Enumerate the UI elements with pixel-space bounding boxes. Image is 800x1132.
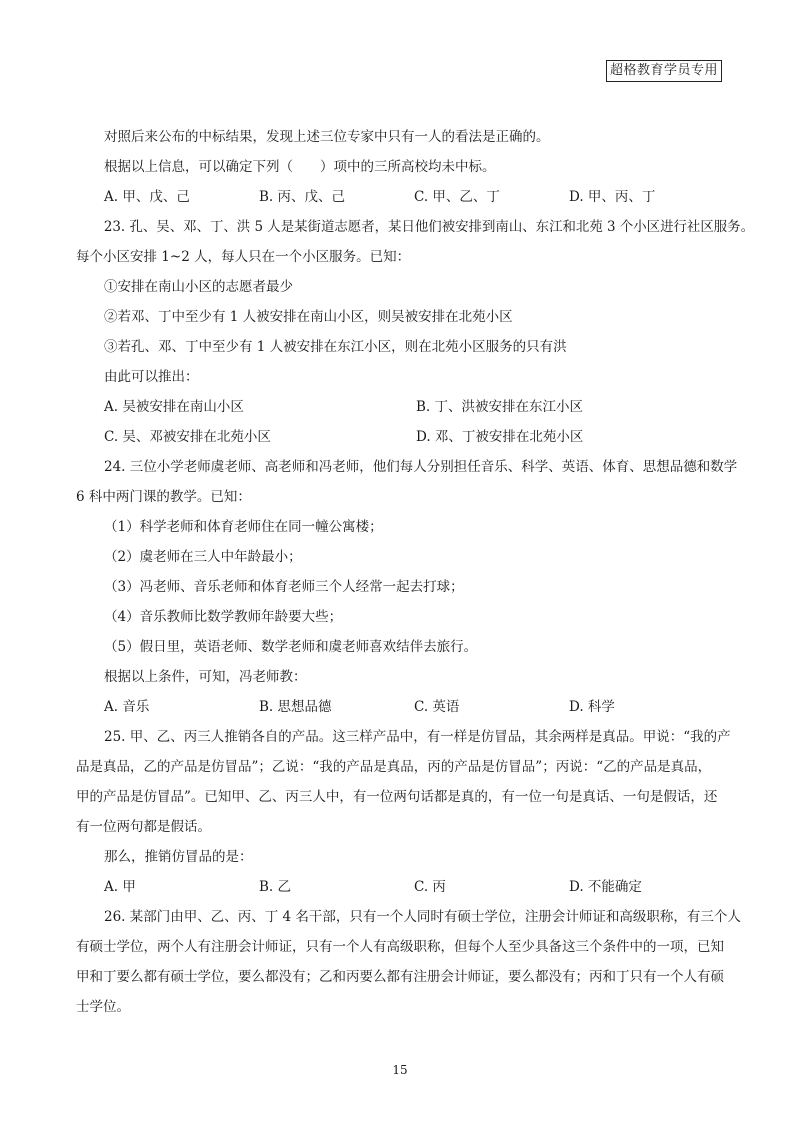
q23-option-b: B. 丁、洪被安排在东江小区: [416, 399, 584, 415]
q24-option-a: A. 音乐: [104, 699, 150, 715]
q22-option-a: A. 甲、戊、己: [104, 189, 190, 205]
q25-prompt: 那么，推销仿冒品的是：: [104, 849, 253, 865]
q24-option-c: C. 英语: [414, 699, 460, 715]
q24-condition-4: （4）音乐教师比数学教师年龄要大些；: [104, 609, 343, 625]
q23-prompt: 由此可以推出：: [104, 369, 199, 385]
q24-condition-3: （3）冯老师、音乐老师和体育老师三个人经常一起去打球；: [104, 579, 464, 595]
q24-line-2: 6 科中两门课的教学。已知：: [76, 489, 251, 505]
q25-line-2: 品是真品，乙的产品是仿冒品”；乙说：“我的产品是真品，丙的产品是仿冒品”；丙说：“乙的产品是真品，: [76, 759, 712, 775]
q25-line-1: 25. 甲、乙、丙三人推销各自的产品。这三样产品中，有一样是仿冒品，其余两样是真品。甲说：“我的产: [104, 729, 731, 745]
q22-line-2: 根据以上信息，可以确定下列（ ）项中的三所高校均未中标。: [104, 159, 496, 175]
q23-condition-2: ②若邓、丁中至少有 1 人被安排在南山小区，则吴被安排在北苑小区: [104, 309, 513, 325]
q22-line-1: 对照后来公布的中标结果，发现上述三位专家中只有一人的看法是正确的。: [104, 129, 550, 145]
q23-option-c: C. 吴、邓被安排在北苑小区: [104, 429, 271, 445]
q22-options: [76, 182, 730, 212]
q23-options-row-2: [76, 422, 730, 452]
q23-options-row-1: [76, 392, 730, 422]
header-stamp: 超格教育学员专用: [606, 60, 722, 82]
q23-option-d: D. 邓、丁被安排在北苑小区: [416, 429, 584, 445]
q26-line-1: 26. 某部门由甲、乙、丙、丁 4 名干部，只有一个人同时有硕士学位，注册会计师证和高级职称，有三个人: [104, 909, 741, 925]
q25-option-b: B. 乙: [259, 879, 292, 895]
q23-condition-1: ①安排在南山小区的志愿者最少: [104, 279, 293, 295]
q25-option-c: C. 丙: [414, 879, 446, 895]
q25-options: [76, 872, 730, 902]
q25-line-4: 有一位两句都是假话。: [76, 819, 211, 835]
q24-option-b: B. 思想品德: [259, 699, 332, 715]
q26-line-4: 士学位。: [76, 999, 130, 1015]
q25-line-3: 甲的产品是仿冒品”。已知甲、乙、丙三人中，有一位两句话都是真的，有一位一句是真话、一句是假话，还: [76, 789, 718, 805]
q24-prompt: 根据以上条件，可知，冯老师教：: [104, 669, 307, 685]
q22-option-d: D. 甲、丙、丁: [569, 189, 656, 205]
q23-line-2: 每个小区安排 1~2 人，每人只在一个小区服务。已知：: [76, 249, 411, 265]
q22-option-b: B. 丙、戊、己: [259, 189, 346, 205]
q24-option-d: D. 科学: [569, 699, 615, 715]
q25-option-a: A. 甲: [104, 879, 136, 895]
page-body: [76, 122, 755, 1022]
q26-line-3: 甲和丁要么都有硕士学位，要么都没有；乙和丙要么都有注册会计师证，要么都没有；丙和丁只有一个人有硕: [76, 969, 724, 985]
q24-condition-2: （2）虞老师在三人中年龄最小；: [104, 549, 302, 565]
q24-line-1: 24. 三位小学老师虞老师、高老师和冯老师，他们每人分别担任音乐、科学、英语、体育、思想品德和数学: [104, 459, 738, 475]
q23-line-1: 23. 孔、吴、邓、丁、洪 5 人是某街道志愿者，某日他们被安排到南山、东江和北苑 3 个小区进行社区服务。: [103, 219, 755, 235]
q22-option-c: C. 甲、乙、丁: [414, 189, 500, 205]
q24-condition-1: （1）科学老师和体育老师住在同一幢公寓楼；: [104, 519, 383, 535]
q24-options: [76, 692, 730, 722]
q26-line-2: 有硕士学位，两个人有注册会计师证，只有一个人有高级职称，但每个人至少具备这三个条件中的一项，已知: [76, 939, 724, 955]
page-number: 15: [392, 1063, 408, 1077]
q23-option-a: A. 吴被安排在南山小区: [104, 399, 244, 415]
q25-option-d: D. 不能确定: [569, 879, 642, 895]
q24-condition-5: （5）假日里，英语老师、数学老师和虞老师喜欢结伴去旅行。: [104, 639, 478, 655]
q23-condition-3: ③若孔、邓、丁中至少有 1 人被安排在东江小区，则在北苑小区服务的只有洪: [104, 339, 567, 355]
